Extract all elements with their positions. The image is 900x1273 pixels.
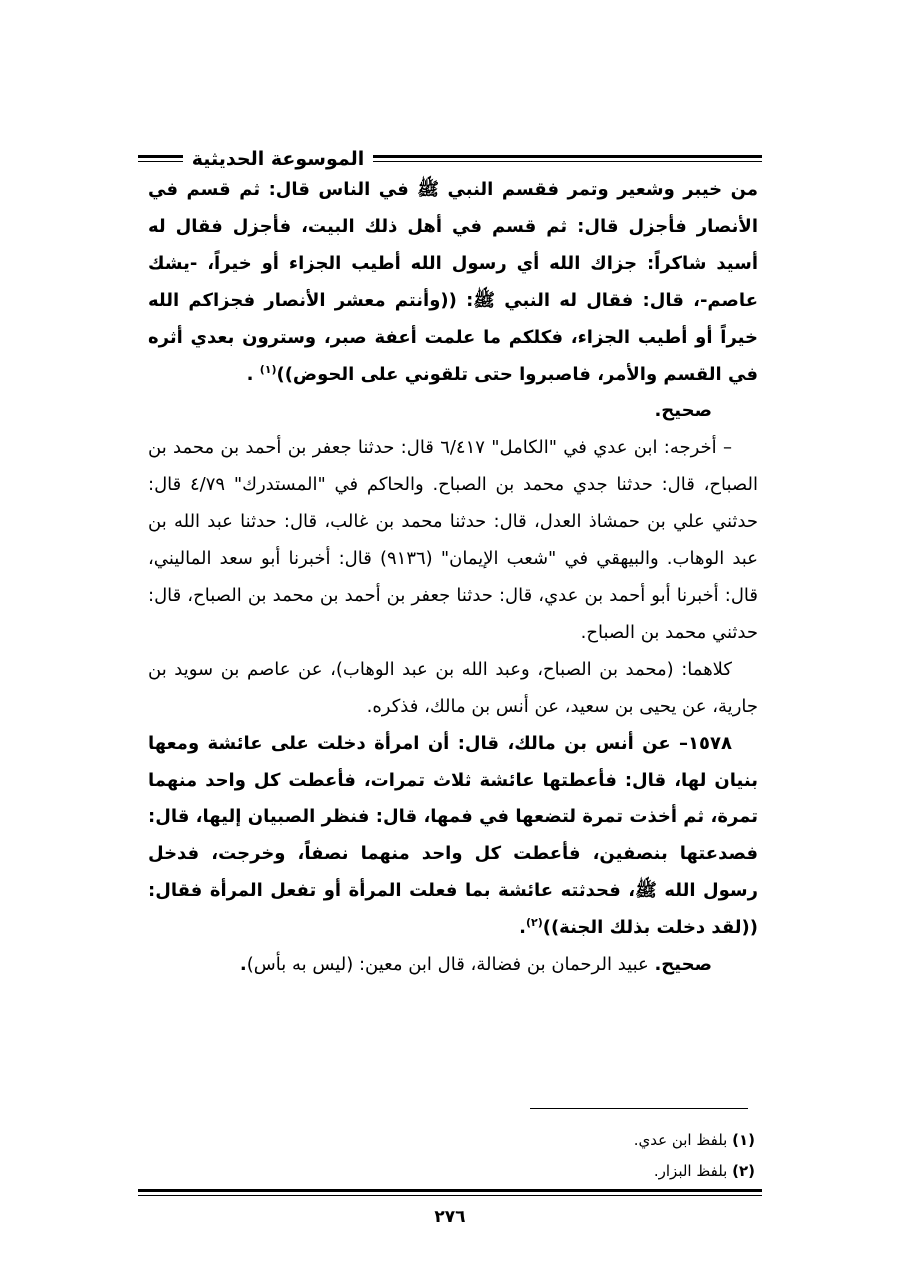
grading-label: صحيح.	[654, 954, 712, 976]
footer-rule-thin	[138, 1195, 762, 1196]
footnote-text: بلفظ البزار.	[653, 1162, 728, 1180]
header-rule-right-thin	[373, 161, 762, 162]
main-text	[148, 172, 758, 984]
hadith-text: من خيبر وشعير وتمر فقسم النبي ﷺ في الناس قال: ثم قسم في الأنصار فأجزل قال: ثم قسم في أهل ذلك البيت، فأجزل فقال له أسيد شاكراً: جزاك الله أي رسول الله أطيب الجزاء أو خيراً، -يشك عاصم-، قال: فقال له النبي ﷺ: ((وأنتم معشر الأنصار فجزاكم الله خيراً أو أطيب الجزاء، فكلكم ما علمت أعفة صبر، وسترون بعدي أثره في القسم والأمر، فاصبروا حتى تلقوني على الحوض))	[148, 179, 758, 385]
takhrij-paragraph-1: – أخرجه: ابن عدي في "الكامل" ٦/٤١٧ قال: حدثنا جعفر بن أحمد بن محمد بن الصباح، قال: حدثنا جدي محمد بن الصباح. والحاكم في "المستدرك" ٤/٧٩ قال: حدثني علي بن حمشاذ العدل، قال: حدثنا محمد بن غالب، قال: حدثنا عبد الله بن عبد الوهاب. والبيهقي في "شعب الإيمان" (٩١٣٦) قال: أخبرنا أبو سعد الماليني، قال: أخبرنا أبو أحمد بن عدي، قال: حدثنا جعفر بن أحمد بن محمد بن الصباح، قال: حدثني محمد بن الصباح.	[148, 437, 759, 643]
takhrij-paragraph-2: كلاهما: (محمد بن الصباح، وعبد الله بن عبد الوهاب)، عن عاصم بن سويد بن جارية، عن يحيى بن سعيد، عن أنس بن مالك، فذكره.	[148, 658, 758, 717]
footnote-1	[530, 1125, 755, 1156]
hadith-1578	[148, 726, 758, 947]
footnote-ref-2[interactable]: (٢)	[525, 916, 543, 930]
header-rule-left-thin	[138, 161, 183, 162]
header-rule-left-thick	[138, 155, 183, 158]
header-rule-right-thick	[373, 155, 762, 158]
footnote-2	[530, 1156, 755, 1187]
footnote-number: (٢)	[732, 1162, 755, 1180]
grading-sahih-1: صحيح.	[654, 400, 712, 422]
footnote-number: (١)	[732, 1131, 755, 1149]
hadith-text: ١٥٧٨– عن أنس بن مالك، قال: أن امرأة دخلت على عائشة ومعها بنيان لها، قال: فأعطتها عائشة ثلاث تمرات، فأعطت كل واحد منهما تمرة، ثم أخذت تمرة لتضعها في فمها، قال: فنظر الصبيان إليها، قال: فصدعتها بنصفين، فأعطت كل واحد منهما نصفاً، وخرجت، فدخل رسول الله ﷺ، فحدثته عائشة بما فعلت المرأة أو تفعل المرأة فقال: ((لقد دخلت بذلك الجنة))	[148, 732, 758, 939]
footnote-text: بلفظ ابن عدي.	[633, 1131, 728, 1149]
hadith-1577-continuation	[148, 172, 758, 393]
page-number: ٢٧٦	[434, 1207, 466, 1227]
grading-note: عبيد الرحمان بن فضالة، قال ابن معين: (ليس به بأس)	[246, 954, 655, 976]
footer-rule-thick	[138, 1189, 762, 1192]
grading-sahih-2	[148, 947, 758, 984]
sentence-end: .	[239, 954, 247, 976]
footnote-separator	[530, 1108, 748, 1109]
sentence-end: .	[519, 917, 526, 939]
footnote-ref-1[interactable]: (١)	[259, 362, 277, 376]
running-header-title: الموسوعة الحديثية	[191, 148, 365, 170]
sentence-end: .	[246, 363, 260, 385]
footnotes	[530, 1125, 755, 1187]
